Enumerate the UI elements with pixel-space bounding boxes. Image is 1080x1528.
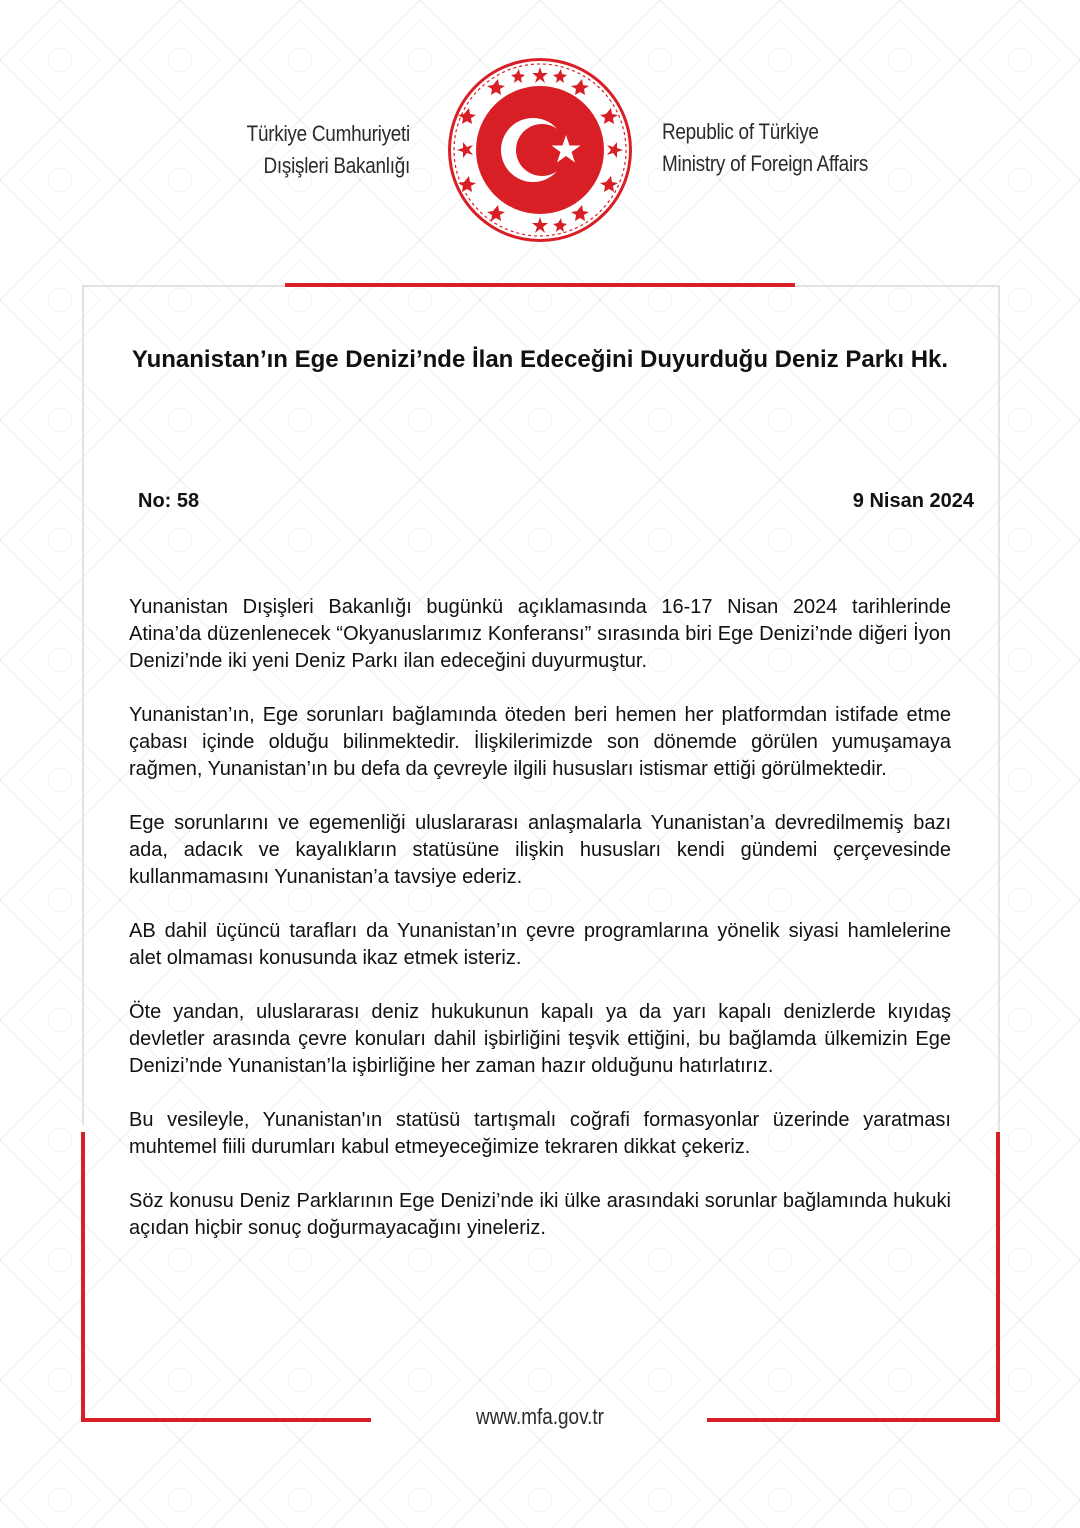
paragraph: AB dahil üçüncü tarafları da Yunanistan’ın çevre programlarına yönelik siyasi hamlelerine alet olmaması konusunda ikaz etmek isteriz.: [129, 920, 951, 969]
document-date: 9 Nisan 2024: [852, 490, 974, 512]
frame-top-accent: [285, 283, 795, 287]
frame-right-accent: [996, 1132, 1000, 1422]
frame-left-border: [82, 285, 84, 1125]
header-left-line2: Dışişleri Bakanlığı: [263, 153, 410, 178]
paragraph: Ege sorunlarını ve egemenliği uluslararası anlaşmalarla Yunanistan’a devredilmemiş bazı ada, adacık ve kayalıkların statüsüne ilişkin hususları kendi gündemi çerçevesinde kullanmamasını Yunanistan’a tavsiye ederiz.: [129, 812, 951, 888]
document-title: Yunanistan’ın Ege Denizi’nde İlan Edeceğini Duyurduğu Deniz Parkı Hk.: [131, 346, 949, 373]
header-left-line1: Türkiye Cumhuriyeti: [246, 121, 410, 146]
document-body: [129, 594, 951, 1269]
header-right-line1: Republic of Türkiye: [662, 119, 819, 144]
frame-bottom-left-accent: [81, 1418, 371, 1422]
frame-left-accent: [81, 1132, 85, 1422]
paragraph: Söz konusu Deniz Parklarının Ege Denizi’nde iki ülke arasındaki sorunlar bağlamında hukuki açıdan hiçbir sonuç doğurmayacağını yineleriz.: [129, 1190, 951, 1239]
document-number: No: 58: [138, 490, 200, 512]
paragraph: Bu vesileyle, Yunanistan'ın statüsü tartışmalı coğrafi formasyonlar üzerinde yaratması muhtemel fiili durumları kabul etmeyeceğimize tekraren dikkat çekeriz.: [129, 1109, 951, 1158]
paragraph: Yunanistan Dışişleri Bakanlığı bugünkü açıklamasında 16-17 Nisan 2024 tarihlerinde Atina’da düzenlenecek “Okyanuslarımız Konferansı” sırasında biri Ege Denizi’nde diğeri İyon Denizi’nde iki yeni Deniz Parkı ilan edeceğini duyurmuştur.: [129, 596, 951, 672]
crescent-star-seal-icon: [445, 55, 635, 245]
header-right-line2: Ministry of Foreign Affairs: [662, 151, 869, 176]
paragraph: Öte yandan, uluslararası deniz hukukunun kapalı ya da yarı kapalı denizlerde kıyıdaş devletler arasında çevre konuları dahil işbirliğini teşvik ettiğini, bu bağlamda ülkemizin Ege Denizi’nde Yunanistan’la işbirliğine her zaman hazır olduğunu hatırlatırız.: [129, 1001, 951, 1077]
website-url: www.mfa.gov.tr: [476, 1404, 604, 1429]
ministry-name-english: [662, 116, 868, 180]
paragraph: Yunanistan’ın, Ege sorunları bağlamında öteden beri hemen her platformdan istifade etme çabası içinde olduğu bilinmektedir. İlişkilerimizde son dönemde görülen yumuşamaya rağmen, Yunanistan’ın bu defa da çevreyle ilgili hususları istismar ettiği görülmektedir.: [129, 704, 951, 780]
ministry-name-turkish: [229, 118, 410, 182]
frame-right-border: [998, 285, 1000, 1135]
frame-bottom-right-accent: [707, 1418, 1000, 1422]
